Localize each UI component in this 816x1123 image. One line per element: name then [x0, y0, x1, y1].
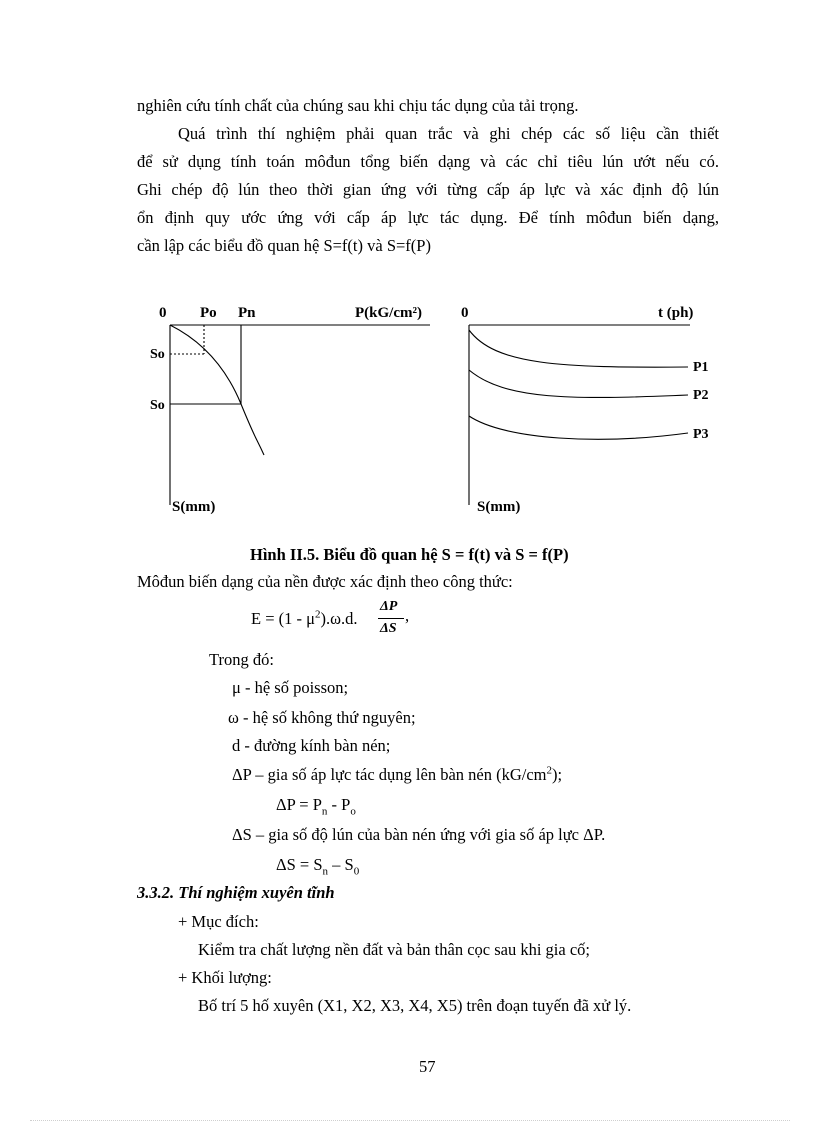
left-x-axis-label: P(kG/cm²): [355, 305, 422, 321]
purpose-text: Kiểm tra chất lượng nền đất và bản thân cọc sau khi gia cố;: [198, 940, 590, 959]
delta-s-eq-a: ΔS = S: [276, 855, 323, 874]
delta-s-eq-sub1: n: [322, 865, 329, 878]
figure-caption: Hình II.5. Biểu đồ quan hệ S = f(t) và S = f(P): [250, 545, 569, 564]
left-diagram: [170, 325, 430, 505]
def-delta-p-text: ΔP – gia số áp lực tác dụng lên bàn nén (kG/cm: [232, 765, 547, 784]
def-omega: ω - hệ số không thứ nguyên;: [228, 708, 416, 727]
right-x-axis-label: t (ph): [658, 305, 694, 321]
delta-p-eq-a: ΔP = P: [276, 795, 322, 814]
purpose-label: + Mục đích:: [178, 912, 259, 931]
def-mu: μ - hệ số poisson;: [232, 678, 349, 697]
delta-s-equation: [276, 855, 360, 878]
formula-numerator: ΔP: [380, 599, 398, 614]
delta-p-equation: [276, 795, 356, 818]
right-origin-label: 0: [461, 305, 469, 321]
delta-p-eq-sub2: o: [350, 805, 356, 818]
p0-label: Po: [200, 305, 217, 321]
page-number: 57: [419, 1057, 436, 1076]
formula-rest: ).ω.d.: [320, 609, 358, 628]
def-delta-s: ΔS – gia số độ lún của bàn nén ứng với gia số áp lực ΔP.: [232, 825, 606, 844]
p3-label: P3: [693, 427, 709, 442]
sn-label: So: [150, 398, 165, 413]
formula: [251, 609, 357, 629]
pn-label: Pn: [238, 305, 256, 321]
paragraph-line-1: nghiên cứu tính chất của chúng sau khi chịu tác dụng của tải trọng.: [137, 96, 579, 115]
paragraph-line-2: Quá trình thí nghiệm phải quan trắc và ghi chép các số liệu cần thiết: [178, 124, 719, 143]
def-delta-p-sup: 2: [546, 764, 552, 777]
paragraph-line-3: để sử dụng tính toán môđun tổng biến dạng và các chỉ tiêu lún ướt nếu có.: [137, 152, 719, 171]
left-origin-label: 0: [159, 305, 167, 321]
section-heading: 3.3.2. Thí nghiệm xuyên tĩnh: [137, 883, 335, 902]
fraction-bar: [378, 618, 404, 619]
volume-label: + Khối lượng:: [178, 968, 272, 987]
delta-p-eq-b: - P: [327, 795, 351, 814]
where-label: Trong đó:: [209, 650, 274, 669]
p2-label: P2: [693, 388, 709, 403]
formula-denominator: ΔS: [380, 621, 397, 636]
right-diagram: [469, 325, 690, 505]
formula-trailing-comma: ,: [405, 606, 410, 625]
delta-s-eq-b: – S: [328, 855, 354, 874]
paragraph-line-4: Ghi chép độ lún theo thời gian ứng với từng cấp áp lực và xác định độ lún: [137, 180, 719, 199]
def-delta-p-end: );: [552, 765, 563, 784]
paragraph-line-6: cần lập các biểu đồ quan hệ S=f(t) và S=f(P): [137, 236, 431, 255]
curve-p1: [469, 330, 688, 367]
paragraph-line-5: ổn định quy ước ứng với cấp áp lực tác dụng. Để tính môđun biến dạng,: [137, 208, 719, 227]
s0-label: So: [150, 347, 165, 362]
page-bottom-border: [30, 1120, 790, 1121]
curve-p2: [469, 370, 688, 397]
def-d: d - đường kính bàn nén;: [232, 736, 391, 755]
volume-text: Bố trí 5 hố xuyên (X1, X2, X3, X4, X5) trên đoạn tuyến đã xử lý.: [198, 996, 632, 1015]
p1-label: P1: [693, 360, 709, 375]
delta-p-eq-sub1: n: [321, 805, 328, 818]
modulus-intro: Môđun biến dạng của nền được xác định theo công thức:: [137, 572, 513, 591]
delta-s-eq-sub2: 0: [353, 865, 360, 878]
formula-power: 2: [314, 608, 321, 621]
def-delta-p: [232, 765, 562, 785]
formula-lhs: E = (1 - μ: [251, 609, 315, 628]
curve-p3: [469, 416, 688, 439]
left-y-axis-label: S(mm): [172, 499, 216, 515]
settlement-curve: [170, 325, 264, 455]
right-y-axis-label: S(mm): [477, 499, 521, 515]
